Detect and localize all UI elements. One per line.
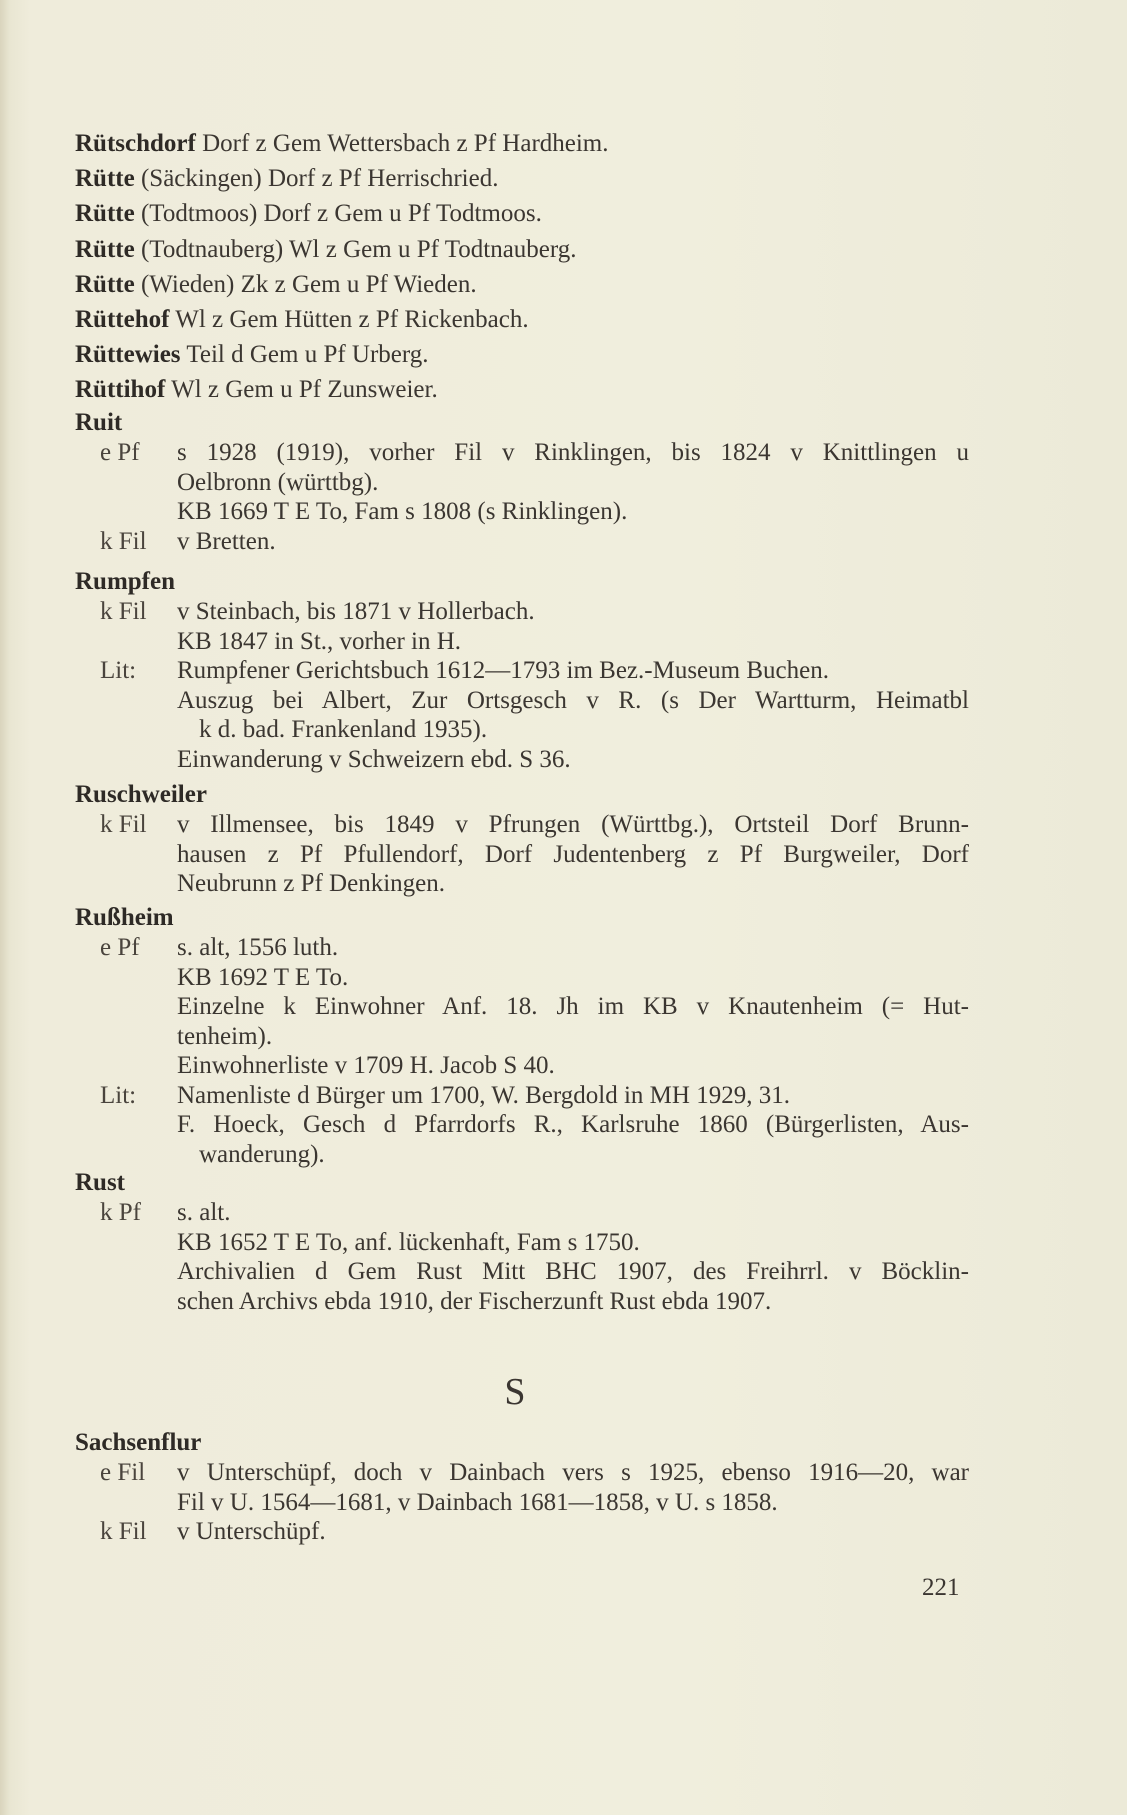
text-line: s 1928 (1919), vorher Fil v Rinklingen, bis 1824 v Knittlingen u — [177, 439, 969, 466]
index-entry — [75, 232, 577, 267]
text-line: Namenliste d Bürger um 1700, W. Bergdold in MH 1929, 31. — [177, 1081, 790, 1109]
entry-headword: Rüttehof — [75, 306, 170, 333]
row-body — [177, 810, 969, 899]
row-body — [177, 656, 969, 774]
entry-headword: Rütte — [75, 200, 135, 227]
entry-text: Wl z Gem u Pf Zunsweier. — [171, 376, 438, 403]
row-label: k Pf — [100, 1199, 141, 1226]
text-line: Neubrunn z Pf Denkingen. — [177, 870, 445, 897]
text-line: k d. bad. Frankenland 1935). — [199, 716, 488, 743]
entry-text: Teil d Gem u Pf Urberg. — [186, 341, 429, 368]
entry-headword: Rütte — [75, 165, 135, 192]
index-entry — [75, 408, 975, 556]
index-entry — [75, 196, 542, 231]
text-line: Rumpfener Gerichtsbuch 1612—1793 im Bez.-Museum Buchen. — [177, 657, 829, 684]
row-body — [177, 597, 969, 656]
index-entry — [75, 372, 438, 407]
row-label: e Pf — [100, 934, 140, 961]
text-line: tenheim). — [177, 1022, 273, 1050]
text-line: KB 1692 T E To. — [177, 963, 349, 991]
index-entry — [75, 161, 498, 196]
entry-headword: Ruit — [75, 409, 123, 436]
entry-headword: Rust — [75, 1169, 126, 1196]
section-letter: S — [504, 1371, 526, 1413]
text-line: Einwohnerliste v 1709 H. Jacob S 40. — [177, 1052, 555, 1079]
text-line: Oelbronn (württbg). — [177, 468, 379, 496]
text-line: s. alt, 1556 luth. — [177, 934, 339, 961]
text-line: Einzelne k Einwohner Anf. 18. Jh im KB v Knautenheim (= Hut- — [177, 993, 969, 1020]
page-number: 221 — [922, 1574, 960, 1601]
text-line: KB 1669 T E To, Fam s 1808 (s Rinklingen). — [177, 498, 628, 525]
entry-row — [75, 1081, 975, 1170]
row-body — [177, 1081, 969, 1170]
index-entry — [75, 903, 975, 1169]
text-line: v Steinbach, bis 1871 v Hollerbach. — [177, 598, 535, 625]
entry-row — [75, 1517, 975, 1547]
entry-text: Wl z Gem Hütten z Pf Rickenbach. — [175, 306, 529, 333]
text-line: KB 1652 T E To, anf. lückenhaft, Fam s 1750. — [177, 1228, 640, 1256]
entry-row — [75, 933, 975, 1081]
entry-row — [75, 810, 975, 899]
row-label: e Fil — [100, 1459, 146, 1486]
row-body — [177, 438, 969, 527]
row-label: k Fil — [100, 811, 147, 838]
row-label: k Fil — [100, 598, 147, 625]
text-line: hausen z Pf Pfullendorf, Dorf Judentenberg z Pf Burgweiler, Dorf — [177, 840, 969, 868]
text-line: v Bretten. — [177, 527, 276, 555]
entry-text: (Säckingen) Dorf z Pf Herrischried. — [140, 165, 499, 192]
text-line: s. alt. — [177, 1199, 231, 1226]
entry-headword: Rüttewies — [75, 341, 181, 368]
text-line: F. Hoeck, Gesch d Pfarrdorfs R., Karlsruhe 1860 (Bürgerlisten, Aus- — [177, 1111, 969, 1138]
entry-headword: Rütschdorf — [75, 130, 196, 157]
text-line: Fil v U. 1564—1681, v Dainbach 1681—1858, v U. s 1858. — [177, 1488, 778, 1516]
row-body — [177, 1517, 969, 1547]
text-line: Einwanderung v Schweizern ebd. S 36. — [177, 745, 571, 773]
entry-headword: Rußheim — [75, 904, 174, 931]
text-line: v Unterschüpf, doch v Dainbach vers s 1925, ebenso 1916—20, war — [177, 1459, 969, 1486]
entry-headword: Rütte — [75, 271, 135, 298]
row-body — [177, 933, 969, 1081]
entry-row — [75, 656, 975, 774]
text-line: v Illmensee, bis 1849 v Pfrungen (Württbg.), Ortsteil Dorf Brunn- — [177, 811, 969, 838]
index-entry — [75, 337, 429, 372]
entry-headword: Sachsenflur — [75, 1429, 202, 1456]
text-line: KB 1847 in St., vorher in H. — [177, 627, 462, 655]
index-entry — [75, 567, 975, 774]
index-entry — [75, 267, 477, 302]
index-entry — [75, 780, 975, 899]
text-line: v Unterschüpf. — [177, 1518, 326, 1545]
entry-row — [75, 527, 975, 557]
entry-text: Dorf z Gem Wettersbach z Pf Hardheim. — [202, 130, 609, 157]
entry-headword: Ruschweiler — [75, 781, 207, 808]
index-entry — [75, 1428, 975, 1547]
row-body — [177, 1198, 969, 1316]
entry-headword: Rütte — [75, 236, 135, 263]
entry-text: (Wieden) Zk z Gem u Pf Wieden. — [140, 271, 477, 298]
index-entry — [75, 1168, 975, 1316]
row-label: Lit: — [100, 657, 137, 684]
entry-row — [75, 438, 975, 527]
text-line: Auszug bei Albert, Zur Ortsgesch v R. (s Der Wartturm, Heimatbl — [177, 686, 969, 714]
index-entry — [75, 302, 529, 337]
entry-text: (Todtnauberg) Wl z Gem u Pf Todtnauberg. — [140, 236, 577, 263]
text-line: schen Archivs ebda 1910, der Fischerzunft Rust ebda 1907. — [177, 1287, 772, 1315]
row-label: e Pf — [100, 439, 140, 466]
row-label: k Fil — [100, 527, 147, 555]
entry-row — [75, 1198, 975, 1316]
row-body — [177, 1458, 969, 1517]
entry-row — [75, 1458, 975, 1517]
entry-headword: Rumpfen — [75, 568, 176, 595]
row-label: Lit: — [100, 1081, 137, 1109]
row-label: k Fil — [100, 1518, 147, 1545]
entry-headword: Rüttihof — [75, 376, 166, 403]
row-body — [177, 527, 969, 557]
index-entry — [75, 126, 609, 161]
entry-text: (Todtmoos) Dorf z Gem u Pf Todtmoos. — [140, 200, 542, 227]
entry-row — [75, 597, 975, 656]
text-line: wanderung). — [199, 1140, 325, 1168]
text-line: Archivalien d Gem Rust Mitt BHC 1907, des Freihrrl. v Böcklin- — [177, 1258, 969, 1285]
